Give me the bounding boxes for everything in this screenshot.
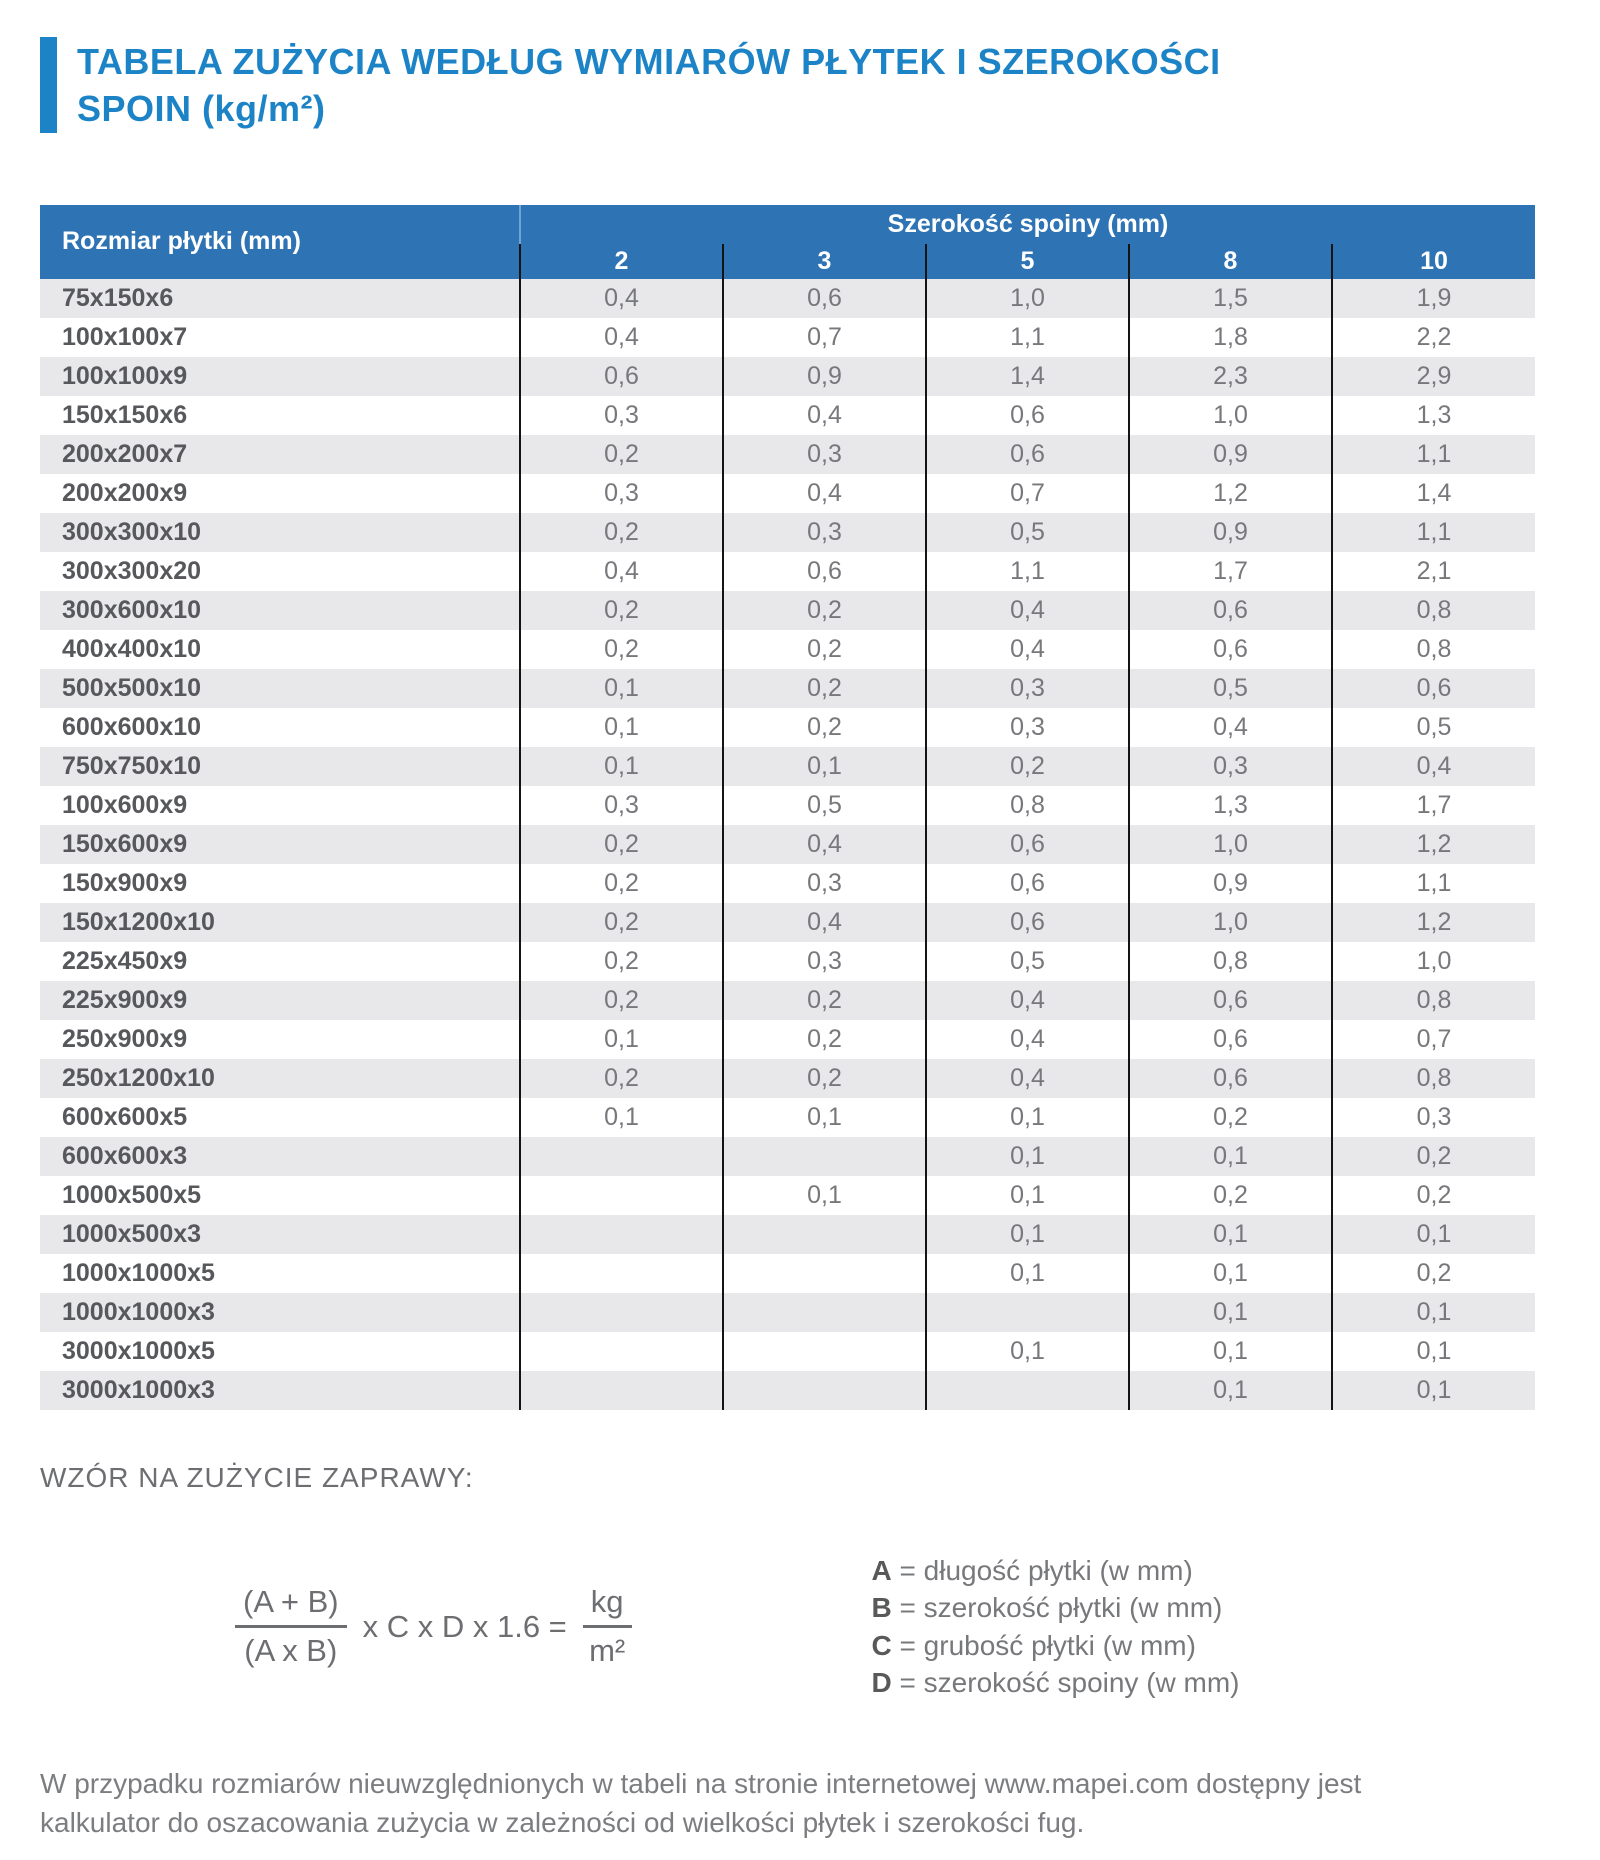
table-row: [40, 1371, 1535, 1410]
value-cell: 0,1: [520, 747, 723, 786]
table-row: [40, 1332, 1535, 1371]
tile-size-cell: 750x750x10: [62, 751, 202, 780]
value-cell: 0,2: [926, 747, 1129, 786]
value-cell: 1,7: [1332, 786, 1535, 825]
table-row: [40, 1098, 1535, 1137]
value-cell: 0,6: [926, 396, 1129, 435]
value-cell: 0,4: [723, 903, 926, 942]
value-cell: 0,1: [520, 1020, 723, 1059]
formula-heading: WZÓR NA ZUŻYCIE ZAPRAWY:: [40, 1461, 474, 1493]
tile-size-cell: 1000x1000x5: [62, 1258, 215, 1287]
value-cell: 0,2: [520, 1059, 723, 1098]
table-row: [40, 279, 1535, 318]
title-accent-bar: [40, 37, 57, 133]
value-cell: 1,2: [1129, 474, 1332, 513]
value-cell: 0,4: [926, 630, 1129, 669]
value-cell: 0,3: [520, 474, 723, 513]
value-cell: 0,4: [1332, 747, 1535, 786]
value-cell: 1,8: [1129, 318, 1332, 357]
legend-symbol: A: [871, 1554, 892, 1586]
value-cell: 1,0: [1129, 903, 1332, 942]
value-cell: 0,8: [926, 786, 1129, 825]
value-cell: 1,7: [1129, 552, 1332, 591]
tile-size-cell: 3000x1000x5: [62, 1336, 215, 1365]
value-cell: 0,1: [1129, 1371, 1332, 1410]
table-row: [40, 708, 1535, 747]
value-cell: 1,1: [926, 552, 1129, 591]
value-cell: 0,2: [520, 903, 723, 942]
value-cell: 0,1: [926, 1098, 1129, 1137]
value-cell: 1,0: [926, 279, 1129, 318]
value-cell: 0,8: [1332, 981, 1535, 1020]
value-cell: [520, 1176, 723, 1215]
value-cell: 0,7: [723, 318, 926, 357]
value-cell: [520, 1371, 723, 1410]
value-cell: 1,1: [926, 318, 1129, 357]
title-block: [40, 37, 1560, 133]
tile-size-cell: 150x900x9: [62, 868, 188, 897]
value-cell: [926, 1371, 1129, 1410]
formula-result-denominator: m²: [589, 1633, 626, 1669]
value-cell: 0,4: [1129, 708, 1332, 747]
tile-size-cell: 75x150x6: [62, 283, 174, 312]
table-row: [40, 981, 1535, 1020]
value-cell: 0,2: [520, 864, 723, 903]
value-cell: 0,9: [1129, 513, 1332, 552]
value-cell: 0,1: [926, 1215, 1129, 1254]
value-cell: 1,2: [1332, 903, 1535, 942]
value-cell: 0,1: [723, 1176, 926, 1215]
value-cell: 0,1: [1332, 1371, 1535, 1410]
table-row: [40, 942, 1535, 981]
value-cell: 0,4: [520, 318, 723, 357]
legend-symbol: B: [871, 1592, 892, 1624]
tile-size-cell: 150x600x9: [62, 829, 188, 858]
legend-symbol: C: [871, 1629, 892, 1661]
tile-size-cell: 250x900x9: [62, 1024, 188, 1053]
value-cell: 0,8: [1332, 591, 1535, 630]
value-cell: 0,1: [723, 747, 926, 786]
page-title: [77, 37, 1221, 133]
tile-size-cell: 600x600x3: [62, 1141, 188, 1170]
tile-size-cell: 300x300x20: [62, 556, 202, 585]
value-cell: 0,2: [1332, 1254, 1535, 1293]
table-row: [40, 1254, 1535, 1293]
value-cell: 0,5: [926, 942, 1129, 981]
value-cell: 0,5: [723, 786, 926, 825]
value-cell: [723, 1371, 926, 1410]
tile-size-cell: 100x100x7: [62, 322, 188, 351]
value-cell: 0,4: [723, 474, 926, 513]
value-cell: 1,1: [1332, 435, 1535, 474]
formula-denominator: (A x B): [244, 1633, 338, 1669]
value-cell: [520, 1332, 723, 1371]
value-cell: 0,2: [1129, 1098, 1332, 1137]
value-cell: 0,4: [520, 552, 723, 591]
table-row: [40, 1176, 1535, 1215]
value-cell: [926, 1293, 1129, 1332]
value-cell: 0,2: [1129, 1176, 1332, 1215]
footer-note: W przypadku rozmiarów nieuwzględnionych w tabeli na stronie internetowej www.mapei.com dostępny jest kalkulator do oszacowania zużycia w zależności od wielkości płytek i szerokości fug.: [40, 1767, 1362, 1839]
value-cell: 0,1: [1129, 1215, 1332, 1254]
value-cell: 0,2: [723, 708, 926, 747]
header-row-group: [40, 205, 1535, 244]
value-cell: 0,6: [1129, 591, 1332, 630]
value-cell: 0,4: [723, 396, 926, 435]
value-cell: 1,0: [1129, 825, 1332, 864]
value-cell: 0,6: [926, 825, 1129, 864]
value-cell: 0,8: [1129, 942, 1332, 981]
value-cell: 0,1: [926, 1254, 1129, 1293]
joint-width-header: 8: [1129, 244, 1332, 279]
value-cell: 1,5: [1129, 279, 1332, 318]
value-cell: 0,6: [1129, 981, 1332, 1020]
value-cell: 0,3: [520, 396, 723, 435]
value-cell: 0,1: [926, 1176, 1129, 1215]
value-cell: [520, 1254, 723, 1293]
tile-size-cell: 225x450x9: [62, 946, 188, 975]
table-row: [40, 903, 1535, 942]
value-cell: 0,1: [1332, 1215, 1535, 1254]
value-cell: [723, 1215, 926, 1254]
value-cell: 0,2: [723, 669, 926, 708]
tile-size-cell: 150x150x6: [62, 400, 188, 429]
tile-size-cell: 300x600x10: [62, 595, 202, 624]
table-row: [40, 435, 1535, 474]
legend-symbol: D: [871, 1667, 892, 1699]
tile-size-cell: 600x600x5: [62, 1102, 188, 1131]
value-cell: 0,6: [926, 864, 1129, 903]
formula-result-numerator: kg: [583, 1584, 632, 1628]
value-cell: 0,1: [520, 669, 723, 708]
value-cell: 0,6: [723, 279, 926, 318]
tile-size-cell: 500x500x10: [62, 673, 202, 702]
value-cell: 0,2: [520, 435, 723, 474]
formula-row: [40, 1552, 1600, 1702]
table-row: [40, 1293, 1535, 1332]
value-cell: 0,2: [723, 981, 926, 1020]
table-row: [40, 474, 1535, 513]
value-cell: 0,8: [1332, 630, 1535, 669]
table-row: [40, 1215, 1535, 1254]
value-cell: 0,2: [723, 1059, 926, 1098]
value-cell: 0,3: [723, 435, 926, 474]
formula-legend: [872, 1552, 1240, 1702]
tile-size-cell: 300x300x10: [62, 517, 202, 546]
value-cell: [723, 1137, 926, 1176]
value-cell: 0,2: [1332, 1137, 1535, 1176]
value-cell: [723, 1254, 926, 1293]
formula-section: [40, 1462, 1600, 1702]
table-row: [40, 1059, 1535, 1098]
value-cell: 0,1: [1332, 1293, 1535, 1332]
table-row: [40, 747, 1535, 786]
value-cell: 0,9: [1129, 864, 1332, 903]
value-cell: 0,6: [723, 552, 926, 591]
value-cell: 0,2: [520, 630, 723, 669]
value-cell: 0,5: [926, 513, 1129, 552]
value-cell: 0,3: [723, 942, 926, 981]
value-cell: [723, 1293, 926, 1332]
value-cell: 0,4: [926, 981, 1129, 1020]
legend-item: D = szerokość spoiny (w mm): [871, 1667, 1240, 1699]
value-cell: 0,6: [1332, 669, 1535, 708]
consumption-formula: [235, 1584, 632, 1669]
formula-fraction-left: [235, 1584, 347, 1669]
value-cell: 0,3: [520, 786, 723, 825]
table-row: [40, 513, 1535, 552]
page-title-line-2: SPOIN (kg/m²): [77, 87, 326, 129]
value-cell: 0,1: [1129, 1254, 1332, 1293]
value-cell: 0,6: [520, 357, 723, 396]
value-cell: 0,3: [723, 864, 926, 903]
value-cell: 0,6: [926, 435, 1129, 474]
table-row: [40, 1137, 1535, 1176]
column-group-header-joint-width: Szerokość spoiny (mm): [520, 205, 1535, 244]
value-cell: 0,7: [926, 474, 1129, 513]
value-cell: [723, 1332, 926, 1371]
value-cell: 1,0: [1332, 942, 1535, 981]
value-cell: 0,2: [520, 591, 723, 630]
value-cell: 0,5: [1129, 669, 1332, 708]
value-cell: 0,1: [723, 1098, 926, 1137]
value-cell: 0,1: [1129, 1332, 1332, 1371]
row-header-tile-size: Rozmiar płytki (mm): [40, 205, 520, 279]
value-cell: 1,2: [1332, 825, 1535, 864]
tile-size-cell: 3000x1000x3: [62, 1375, 215, 1404]
value-cell: 0,1: [926, 1137, 1129, 1176]
value-cell: 0,1: [926, 1332, 1129, 1371]
legend-item: B = szerokość płytki (w mm): [871, 1592, 1223, 1624]
value-cell: 0,9: [723, 357, 926, 396]
value-cell: 0,9: [1129, 435, 1332, 474]
formula-middle: x C x D x 1.6 =: [362, 1608, 567, 1644]
value-cell: 2,3: [1129, 357, 1332, 396]
value-cell: 0,6: [926, 903, 1129, 942]
value-cell: 0,2: [520, 825, 723, 864]
joint-width-header: 10: [1332, 244, 1535, 279]
value-cell: 2,1: [1332, 552, 1535, 591]
table-row: [40, 1020, 1535, 1059]
value-cell: [520, 1215, 723, 1254]
value-cell: 1,9: [1332, 279, 1535, 318]
tile-size-cell: 250x1200x10: [62, 1063, 215, 1092]
value-cell: [520, 1293, 723, 1332]
table-row: [40, 552, 1535, 591]
table-row: [40, 630, 1535, 669]
value-cell: [520, 1137, 723, 1176]
tile-size-cell: 1000x1000x3: [62, 1297, 215, 1326]
tile-size-cell: 1000x500x5: [62, 1180, 202, 1209]
legend-item: A = długość płytki (w mm): [871, 1554, 1193, 1586]
value-cell: 0,2: [520, 981, 723, 1020]
value-cell: 0,8: [1332, 1059, 1535, 1098]
value-cell: 0,4: [926, 591, 1129, 630]
value-cell: 0,6: [1129, 630, 1332, 669]
value-cell: 1,1: [1332, 513, 1535, 552]
table-row: [40, 591, 1535, 630]
value-cell: 0,3: [1332, 1098, 1535, 1137]
value-cell: 1,4: [1332, 474, 1535, 513]
value-cell: 0,1: [1129, 1293, 1332, 1332]
value-cell: 0,2: [723, 1020, 926, 1059]
joint-width-header: 5: [926, 244, 1129, 279]
tile-size-cell: 200x200x7: [62, 439, 188, 468]
table-row: [40, 396, 1535, 435]
table-row: [40, 669, 1535, 708]
value-cell: 0,3: [926, 669, 1129, 708]
value-cell: 2,2: [1332, 318, 1535, 357]
tile-size-cell: 150x1200x10: [62, 907, 215, 936]
tile-size-cell: 200x200x9: [62, 478, 188, 507]
value-cell: 0,2: [723, 591, 926, 630]
value-cell: 0,1: [1332, 1332, 1535, 1371]
table-body: [40, 279, 1535, 1410]
value-cell: 1,0: [1129, 396, 1332, 435]
table-row: [40, 786, 1535, 825]
value-cell: 0,5: [1332, 708, 1535, 747]
value-cell: 0,6: [1129, 1020, 1332, 1059]
value-cell: 0,3: [723, 513, 926, 552]
value-cell: 0,1: [520, 708, 723, 747]
value-cell: 0,2: [520, 513, 723, 552]
value-cell: 0,2: [520, 942, 723, 981]
formula-numerator: (A + B): [235, 1584, 347, 1628]
legend-item: C = grubość płytki (w mm): [871, 1629, 1196, 1661]
tile-size-cell: 100x100x9: [62, 361, 188, 390]
value-cell: 0,1: [520, 1098, 723, 1137]
tile-size-cell: 600x600x10: [62, 712, 202, 741]
page-title-line-1: TABELA ZUŻYCIA WEDŁUG WYMIARÓW PŁYTEK I SZEROKOŚCI: [77, 41, 1221, 82]
tile-size-cell: 400x400x10: [62, 634, 202, 663]
joint-width-header: 2: [520, 244, 723, 279]
value-cell: 0,1: [1129, 1137, 1332, 1176]
value-cell: 0,3: [926, 708, 1129, 747]
value-cell: 0,3: [1129, 747, 1332, 786]
table-row: [40, 318, 1535, 357]
table-header: [40, 205, 1535, 279]
value-cell: 1,3: [1332, 396, 1535, 435]
value-cell: 0,4: [926, 1059, 1129, 1098]
value-cell: 0,4: [723, 825, 926, 864]
value-cell: 0,4: [926, 1020, 1129, 1059]
formula-fraction-result: [583, 1584, 632, 1669]
value-cell: 0,2: [723, 630, 926, 669]
value-cell: 1,4: [926, 357, 1129, 396]
joint-width-header: 3: [723, 244, 926, 279]
value-cell: 0,4: [520, 279, 723, 318]
value-cell: 0,2: [1332, 1176, 1535, 1215]
table-row: [40, 825, 1535, 864]
value-cell: 0,6: [1129, 1059, 1332, 1098]
value-cell: 1,1: [1332, 864, 1535, 903]
tile-size-cell: 100x600x9: [62, 790, 188, 819]
value-cell: 1,3: [1129, 786, 1332, 825]
consumption-table: [40, 205, 1535, 1410]
value-cell: 0,7: [1332, 1020, 1535, 1059]
tile-size-cell: 225x900x9: [62, 985, 188, 1014]
value-cell: 2,9: [1332, 357, 1535, 396]
table-row: [40, 357, 1535, 396]
table-row: [40, 864, 1535, 903]
tile-size-cell: 1000x500x3: [62, 1219, 202, 1248]
